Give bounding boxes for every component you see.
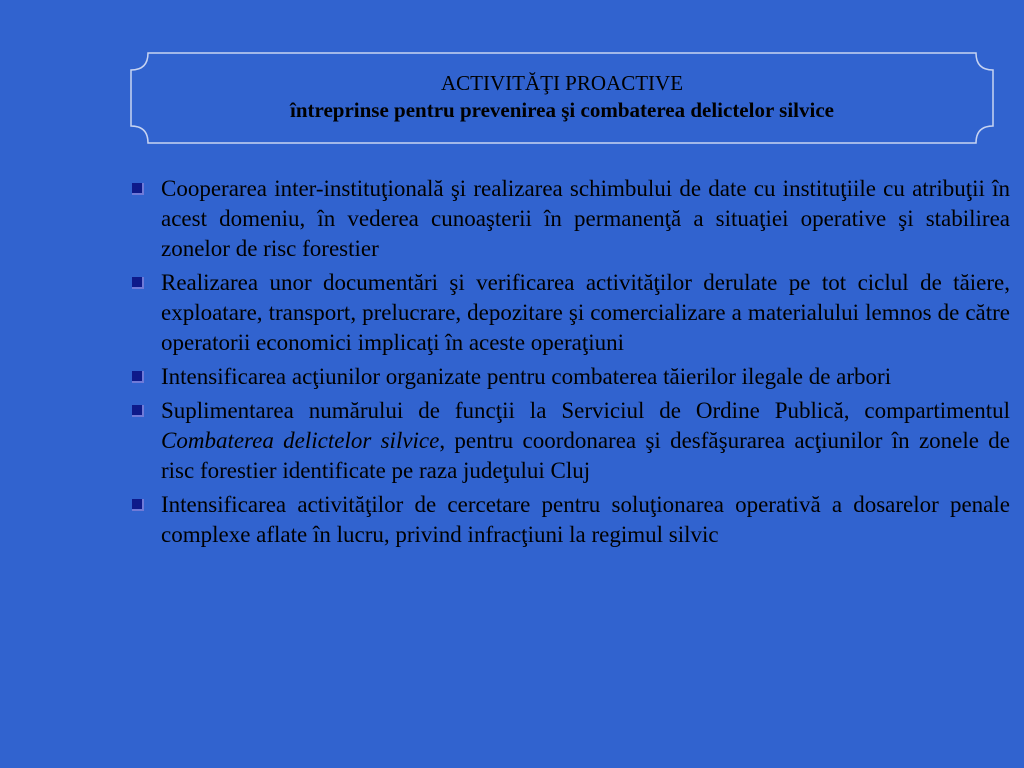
- bullet-text: Intensificarea activităţilor de cercetare pentru soluţionarea operativă a dosarelor penale complexe aflate în lucru, privind infracţiuni la regimul silvic: [161, 492, 1010, 547]
- page-subtitle: întreprinse pentru prevenirea şi combaterea delictelor silvice: [290, 98, 834, 122]
- square-bullet-icon: [132, 277, 144, 289]
- bullet-text-part: Suplimentarea numărului de funcţii la Serviciul de Ordine Publică, compartimentul: [161, 398, 1010, 423]
- bullet-text: Realizarea unor documentări şi verificarea activităţilor derulate pe tot ciclul de tăiere, exploatare, transport, prelucrare, depozitare şi comercializare a materialului lemnos de către operatorii economici implicaţi în aceste operaţiuni: [161, 270, 1010, 355]
- list-item: [128, 490, 1010, 550]
- title-frame: [130, 52, 994, 144]
- list-item: [128, 362, 1010, 392]
- bullet-text: Intensificarea acţiunilor organizate pentru combaterea tăierilor ilegale de arbori: [161, 364, 892, 389]
- square-bullet-icon: [132, 405, 144, 417]
- list-item: [128, 396, 1010, 486]
- list-item: [128, 174, 1010, 264]
- list-item: [128, 268, 1010, 358]
- bullet-text-part: , pentru coordonarea şi desfăşurarea acţiunilor în zonele de risc forestier identificate pe raza judeţului Cluj: [161, 428, 1010, 483]
- bullet-text: [161, 398, 1010, 483]
- bullet-list: [128, 174, 1010, 554]
- page-title: ACTIVITĂŢI PROACTIVE: [440, 71, 684, 95]
- bullet-text-italic: Combaterea delictelor silvice: [161, 428, 440, 453]
- bullet-text: Cooperarea inter-instituţională şi realizarea schimbului de date cu instituţiile cu atribuţii în acest domeniu, în vederea cunoaşterii în permanenţă a situaţiei operative şi stabilirea zonelor de risc forestier: [161, 176, 1010, 261]
- square-bullet-icon: [132, 183, 144, 195]
- title-block: [130, 52, 994, 144]
- square-bullet-icon: [132, 371, 144, 383]
- square-bullet-icon: [132, 499, 144, 511]
